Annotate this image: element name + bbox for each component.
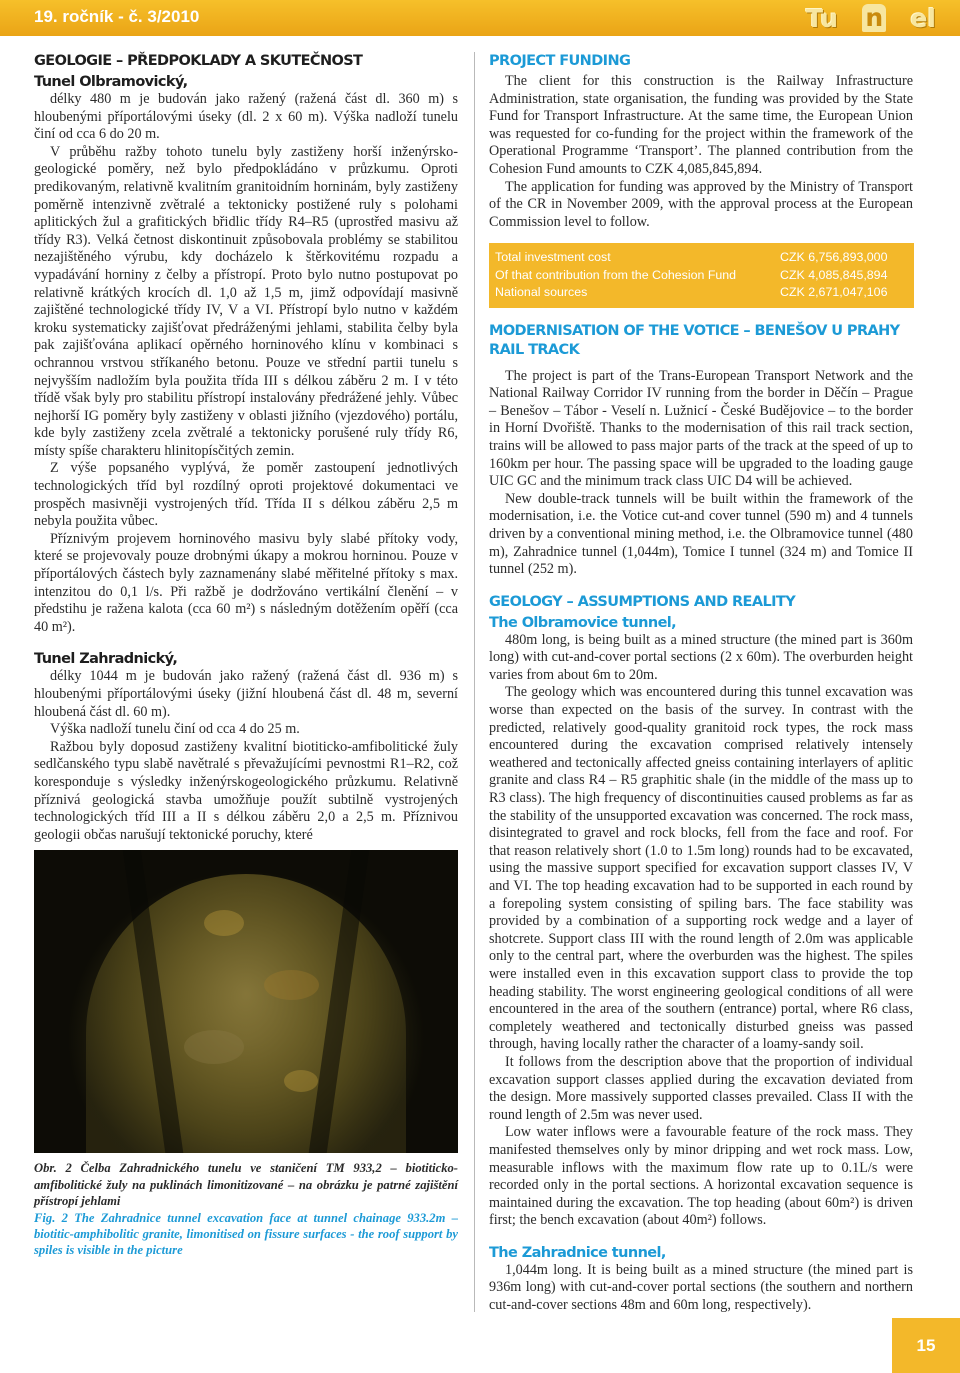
- olbramovicky-p4: Příznivým projevem horninového masivu byly slabé přítoky vody, které se projevovaly pouze drobnými úkapy a mokrou horninou. Pouze v příportálových částech byly zaznamenány slabé měřitelné přítoky s max. intenzitou do 0,1 l/s. Při ražbě je dodržováno vertikální členění – v předstihu je ražena kalota (cca 60 m²) s následným dotěžením opěří (cca 40 m²).: [34, 530, 458, 635]
- logo-left: Tu: [806, 3, 839, 33]
- geologie-heading: GEOLOGIE – PŘEDPOKLADY A SKUTEČNOST: [34, 53, 363, 69]
- right-column: [489, 52, 913, 1315]
- funding-row: [495, 249, 914, 266]
- caption-english: Fig. 2 The Zahradnice tunnel excavation face at tunnel chainage 933.2m – biotitic-amphibolitic granite, limonitised on fissure surfaces - the roof support by spiles is visible in the picture: [34, 1210, 458, 1258]
- olbramovice-p4: Low water inflows were a favourable feature of the rock mass. They manifested themselves only by minor dripping and wet rock mass. Low, measurable inflows with the maximum flow rate up to 0.1L/s were recorded only in the portal sections. A horizontal excavation sequence is maintained during the excavation. The top heading (about 60m²) is driven first; the bench excavation (about 40m²) follows.: [489, 1124, 913, 1229]
- zahradnice-p1: 1,044m long. It is being built as a mined structure (the mined part is 936m long) with cut-and-cover portal sections (the southern and northern cut-and-cover sections 48m and 60m long, respectively).: [489, 1261, 913, 1314]
- modernisation-p2: New double-track tunnels will be built within the framework of the modernisation, i.e. the Votice cut-and cover tunnel (590 m) and 4 tunnels driven by a conventional mining method, i.e. the Olbramovice tunnel (480 m), Zahradnice tunnel (1,044m), Tomice I tunnel (324 m) and Tomice II tunnel (252 m).: [489, 490, 913, 578]
- logo-right: el: [910, 3, 936, 33]
- geology-heading: GEOLOGY – ASSUMPTIONS AND REALITY: [489, 593, 796, 610]
- olbramovice-title: The Olbramovice tunnel,: [489, 614, 677, 631]
- funding-value: CZK 4,085,845,894: [780, 267, 888, 282]
- header-bar: [0, 0, 960, 36]
- funding-row: [495, 284, 914, 301]
- page-number: 15: [892, 1318, 960, 1373]
- funding-row: [495, 267, 914, 284]
- olbramovicky-p2: V průběhu ražby tohoto tunelu byly zastiženy horší inženýrskogeologické poměry, než bylo předpokládáno v průzkumu. Oproti predikovaným, relativně kvalitním granitoidním horninám, byly zastiženy poměrně intenzivně zvětralé a tektonicky postižené ruly s polohami aplitických žul a grafitických břidlic třídy R4–R5 (uprostřed masivu až třídy R3). Velká četnost diskontinuit způsobovala problémy se stabilitou nezajištěného výrubu, kdy docházelo k štěrkovitému rozpadu a vypadávání horniny z čelby a přístropí. Proto bylo nutno postupovat po relativně krátkých krocích dl. 1,0 až 1,5 m, jimž odpovídají masivně zajištěné technologické třídy IV, V a VI. Přístropí bylo nutno v každém kroku systematicky zajišťovat předráženými jehlami, stabilita čelby byla pak zajišťována aplikací opěrného horninového klínu v kombinaci s ochrannou vrstvou stříkaného betonu. Pouze ve střední partii tunelu s nejvyšším nadložím byla použita třída III s délkou záběru 2 m. I v této třídě však byly pro stabilitu přístropí instalovány předrážené jehly. Vůbec nejhorší IG poměry byly zastiženy v oblasti jižního (vjezdového) portálu, kde byly zastiženy zcela zvětralé a tektonicky porušené ruly třídy R6, místy spíše charakteru hlinitopísčitých zemin.: [34, 143, 458, 459]
- funding-label: National sources: [495, 285, 588, 300]
- olbramovice-p1: 480m long, is being built as a mined structure (the mined part is 360m long) with cut-and-cover portal sections (2 x 60m). The overburden height varies from about 6m to 20m.: [489, 631, 913, 683]
- modernisation-heading: MODERNISATION OF THE VOTICE – BENEŠOV U PRAHY RAIL TRACK: [489, 322, 900, 358]
- olbramovice-p3: It follows from the description above that the proportion of individual excavation support classes applied during the excavation deviated from the design. More massively supported classes prevailed. Class II with the round length of 2.5m was never used.: [489, 1053, 913, 1123]
- modernisation-p1: The project is part of the Trans-European Transport Network and the National Railway Corridor IV running from the border in Děčín – Prague – Benešov – Tábor - Veselí n. Lužnicí - České Budějovice – to the border in Horní Dvořiště. Thanks to the modernisation of this rail track section, trains will be allowed to pass major parts of the track at the speed of up to 160km per hour. The passing space will be upgraded to the loading gauge UIC GC and the minimum track class UIC D4 will be achieved.: [489, 367, 913, 490]
- funding-value: CZK 6,756,893,000: [780, 250, 888, 265]
- tunnel-face-photo: [34, 850, 458, 1153]
- olbramovicky-p3: Z výše popsaného vyplývá, že poměr zastoupení jednotlivých technologických tříd byl rozdílný oproti projektové dokumentaci ve prospěch masivněji vystrojených tříd. Třída II s délkou záběru 2,5 m nebyla použita vůbec.: [34, 460, 458, 530]
- issue-label: 19. ročník - č. 3/2010: [34, 7, 200, 26]
- funding-p1: The client for this construction is the Railway Infrastructure Administration, state organisation, the funding was provided by the State Fund for Transport Infrastructure. At the same time, the European Union was requested for co-funding for the project within the framework of the Operational Programme ‘Transport’. The planned contribution from the Cohesion Fund amounts to CZK 4,085,845,894.: [489, 73, 913, 177]
- zahradnicky-p2: Výška nadloží tunelu činí od cca 4 do 25 m.: [50, 721, 300, 738]
- funding-label: Of that contribution from the Cohesion Fund: [495, 267, 737, 282]
- zahradnicky-p1: délky 1044 m je budován jako ražený (ražená část dl. 936 m) s hloubenými příportálovými úseky (jižní hloubená část dl. 48 m, severní hloubená část dl. 60 m).: [34, 668, 458, 720]
- logo-tunnel-icon: n: [862, 4, 886, 32]
- zahradnicky-title: Tunel Zahradnický,: [34, 651, 178, 668]
- funding-table: [489, 243, 914, 307]
- funding-value: CZK 2,671,047,106: [780, 285, 888, 300]
- olbramovicky-title: Tunel Olbramovický,: [34, 74, 188, 90]
- tunel-logo: [806, 2, 936, 34]
- funding-label: Total investment cost: [495, 250, 611, 265]
- zahradnice-title: The Zahradnice tunnel,: [489, 1244, 666, 1261]
- zahradnicky-p3: Ražbou byly doposud zastiženy kvalitní biotiticko-amfibolitické žuly sedlčanského typu slabě navětralé s převažujícími pevnostmi R1–R2, což koresponduje s výsledky inženýrskogeologického průzkumu. Relativně příznivá geologická stavba umožňuje použít subtilně vystrojených technologických tříd III a II s délkou záběru 2,0 a 2,5 m. Příznivou geologii občas narušují tektonické poruchy, které: [34, 738, 458, 843]
- figure-caption: [34, 1160, 458, 1258]
- olbramovicky-p1: délky 480 m je budován jako ražený (ražená část dl. 360 m) s hloubenými příportálovými úseky (dl. 2 x 60 m). Výška nadloží tunelu činí od cca 6 do 20 m.: [34, 91, 458, 143]
- column-divider: [474, 52, 475, 1312]
- project-funding-heading: PROJECT FUNDING: [489, 53, 631, 69]
- olbramovice-p2: The geology which was encountered during this tunnel excavation was worse than expected on the basis of the survey. In contrast with the predicted, relatively good-quality granitoid rock types, the rock mass encountered during the excavation comprised relatively intensely weathered and tectonically affected gneiss containing interlayers of aplitic granite and class R4 – R5 graphitic shale (in the middle of the mass up to R3 class). The high frequency of discontinuities caused problems as far as the stability of the unsupported excavation was concerned. The rock mass, disintegrated to gravel and rock blocks, fell from the face and roof. For that reason relatively short (1.0 to 1.5m long) rounds had to be excavated, using the massive support specified for excavation support classes IV, V and VI. The top heading excavation had to be supported in each round by a forepoling system consisting of spiling bars. The face stability was provided by a combination of a supporting rock wedge and a layer of shotcrete. Support class III with the round length of 2.0m was applicable only to the central part, where the overburden was the highest. The spiles were installed even in this excavation support class to provide the top heading stability. The worst engineering geological conditions of all were encountered in the area of the southern (entrance) portal, where R6 class, completely weathered and tectonically disturbed gneiss was passed through, having locally rather the character of a loamy-sandy soil.: [489, 684, 913, 1053]
- funding-p2: The application for funding was approved by the Ministry of Transport of the CR in November 2009, with the approval process at the European Commission level to follow.: [489, 178, 913, 230]
- left-column: [34, 52, 458, 1259]
- caption-czech: Obr. 2 Čelba Zahradnického tunelu ve staničení TM 933,2 – biotiticko-amfibolitické žuly na puklinách limonitizované – na obrázku je patrné zajištění přístropí jehlami: [34, 1161, 458, 1209]
